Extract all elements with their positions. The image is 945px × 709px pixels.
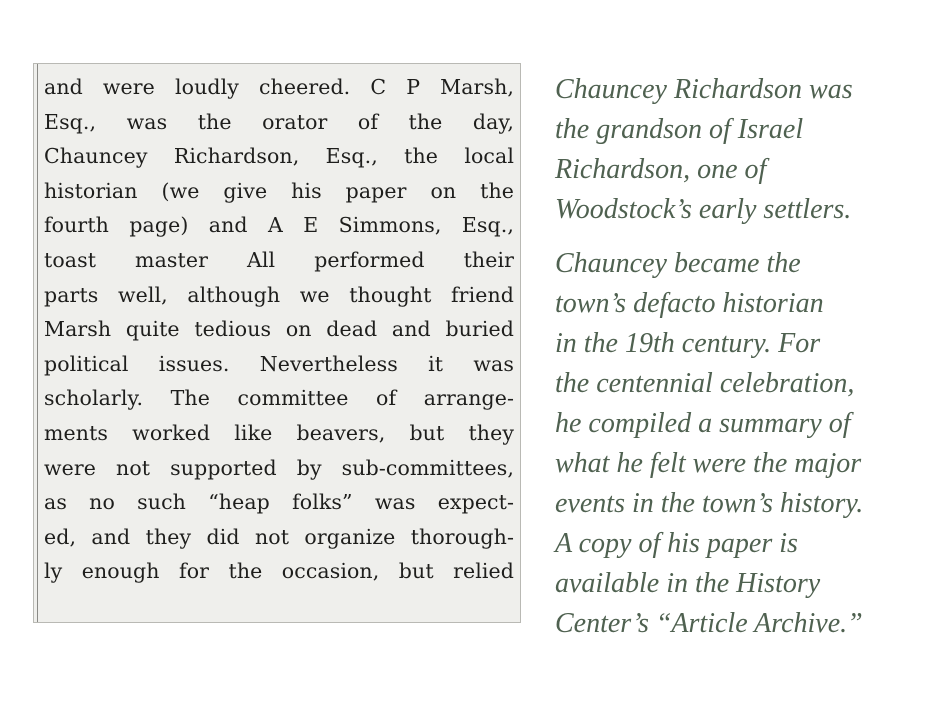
caption-paragraph-1	[555, 70, 935, 230]
clipping-line: Chauncey Richardson, Esq., the local	[44, 144, 514, 169]
caption-text	[555, 70, 935, 644]
caption-line: he compiled a summary of	[555, 408, 851, 439]
caption-line: A copy of his paper is	[555, 528, 798, 559]
clipping-line: ed, and they did not organize thorough-	[44, 524, 514, 549]
caption-line: available in the History	[555, 568, 821, 599]
caption-line: Woodstock’s early settlers.	[555, 194, 852, 225]
clipping-line: as no such “heap folks” was expect-	[44, 490, 514, 515]
caption-line: in the 19th century. For	[555, 328, 821, 359]
clipping-line: historian (we give his paper on the	[44, 178, 514, 203]
caption-line: the centennial celebration,	[555, 368, 855, 399]
caption-line: the grandson of Israel	[555, 114, 804, 145]
clipping-line: ly enough for the occasion, but relied	[44, 559, 514, 584]
caption-line: Center’s “Article Archive.”	[555, 608, 863, 639]
newspaper-clipping-image	[33, 63, 521, 623]
caption-line: Chauncey Richardson was	[555, 74, 853, 105]
clipping-line: Marsh quite tedious on dead and buried	[44, 317, 514, 342]
column-rule	[37, 64, 38, 622]
caption-line: Richardson, one of	[555, 154, 767, 185]
clipping-line: political issues. Nevertheless it was	[44, 351, 514, 376]
caption-line: events in the town’s history.	[555, 488, 864, 519]
clipping-line: toast master All performed their	[44, 247, 514, 272]
clipping-line: parts well, although we thought friend	[44, 282, 514, 307]
caption-line: town’s defacto historian	[555, 288, 824, 319]
clipping-line: ments worked like beavers, but they	[44, 420, 514, 445]
clipping-line: and were loudly cheered. C P Marsh,	[44, 75, 514, 99]
clipping-line: Esq., was the orator of the day,	[44, 109, 514, 134]
caption-paragraph-2	[555, 244, 935, 644]
clipping-line: were not supported by sub-committees,	[44, 455, 514, 480]
clipping-line: fourth page) and A E Simmons, Esq.,	[44, 213, 514, 238]
caption-line: what he felt were the major	[555, 448, 862, 479]
clipping-line: scholarly. The committee of arrange-	[44, 386, 514, 411]
caption-line: Chauncey became the	[555, 248, 801, 279]
